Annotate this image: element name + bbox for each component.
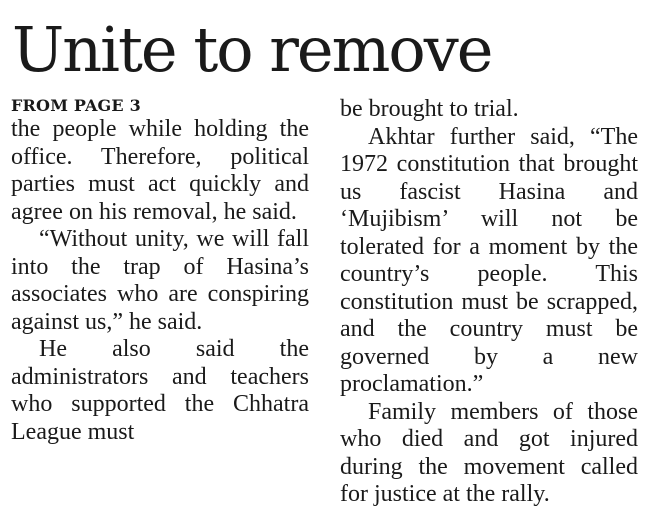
headline: Unite to remove — [12, 13, 492, 86]
paragraph-continued: be brought to trial. — [340, 96, 519, 122]
article-column-left — [11, 96, 309, 446]
paragraph-statement: He also said the administrators and teachers who supported the Chhatra League must — [11, 336, 309, 445]
paragraph-quote: Akhtar further said, “The 1972 constitution that brought us fascist Hasina and ‘Mujibism’ will not be tolerated for a moment by the country’s people. This constitution must be scrapped, and the country must be governed by a new proclamation.” — [340, 123, 638, 397]
paragraph-closing: Family members of those who died and got injured during the movement called for justice at the rally. — [340, 398, 638, 507]
article-column-right — [340, 96, 638, 509]
paragraph-continued: the people while holding the office. Therefore, political parties must act quickly and agree on his removal, he said. — [11, 116, 309, 225]
jump-label: FROM PAGE 3 — [11, 96, 141, 115]
paragraph-quote: “Without unity, we will fall into the trap of Hasina’s associates who are conspiring against us,” he said. — [11, 226, 309, 335]
